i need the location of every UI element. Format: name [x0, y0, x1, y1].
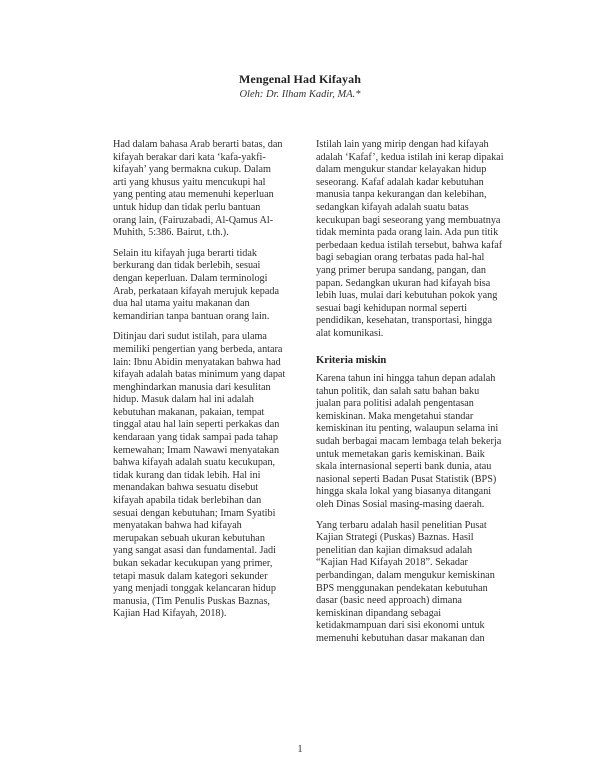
paragraph: Had dalam bahasa Arab berarti batas, dan kifayah berakar dari kata ‘kafa-yakfi-kifayah’ yang bermakna cukup. Dalam arti yang khusus yaitu mencukupi hal yang penting atau memenuhi keperluan untuk hidup dan tidak perlu bantuan orang lain, (Fairuzabadi, Al-Qamus Al-Muhith, 5:386. Bairut, t.th.). — [113, 139, 283, 239]
paragraph: Istilah lain yang mirip dengan had kifayah adalah ‘Kafaf’, kedua istilah ini kerap dipakai dalam mengukur standar kelayakan hidup seseorang. Kafaf adalah kadar kebutuhan manusia tanpa kekurangan dan kelebihan, sedangkan kifayah adalah suatu batas kecukupan bagi seseorang yang membuatnya tidak meminta pada orang lain. Ada pun titik perbedaan kedua istilah tersebut, bahwa kafaf bagi sebagian orang terbatas pada hal-hal yang primer berupa sandang, pangan, dan papan. Sedangkan ukuran had kifayah bisa lebih luas, mulai dari kebutuhan pokok yang sesuai bagi kehidupan normal seperti pendidikan, kesehatan, transportasi, hingga alat komunikasi. — [316, 139, 504, 339]
section-heading: Kriteria miskin — [316, 354, 387, 366]
left-column — [113, 139, 286, 629]
paragraph: Yang terbaru adalah hasil penelitian Pusat Kajian Strategi (Puskas) Baznas. Hasil penelitian dan kajian dimaksud adalah “Kajian Had Kifayah 2018”. Sekadar perbandingan, dalam mengukur kemiskinan BPS menggunakan pendekatan kebutuhan dasar (basic need approach) dimana kemiskinan dipandang sebagai ketidakmampuan dari sisi ekonomi untuk memenuhi kebutuhan dasar makanan dan — [316, 519, 495, 644]
document-title: Mengenal Had Kifayah — [238, 72, 361, 86]
page-number: 1 — [297, 744, 303, 755]
paragraph: Ditinjau dari sudut istilah, para ulama memiliki pengertian yang berbeda, antara lain: Ibnu Abidin menyatakan bahwa had kifayah adalah batas minimum yang dapat menghindarkan manusia dari kesulitan hidup. Masuk dalam hal ini adalah kebutuhan makanan, pakaian, tempat tinggal atau hal lain seperti perkakas dan kendaraan yang tidak sampai pada tahap kemewahan; Imam Nawawi menyatakan bahwa kifayah adalah suatu kecukupan, tidak kurang dan tidak lebih. Hal ini menandakan bahwa sesuatu disebut kifayah apabila tidak berlebihan dan sesuai dengan kebutuhan; Imam Syatibi menyatakan bahwa had kifayah merupakan sebuah ukuran kebutuhan yang sangat asasi dan fundamental. Jadi bukan sekadar kecukupan yang primer, tetapi masuk dalam kategori sekunder yang menjadi tonggak kelancaran hidup manusia, (Tim Penulis Puskas Baznas, Kajian Had Kifayah, 2018). — [113, 331, 286, 620]
document-author: Oleh: Dr. Ilham Kadir, MA.* — [239, 89, 361, 100]
paragraph: Karena tahun ini hingga tahun depan adalah tahun politik, dan salah satu bahan baku jualan para politisi adalah pengentasan kemiskinan. Maka mengetahui standar kemiskinan itu penting, walaupun selama ini sudah berbagai macam lembaga telah bekerja untuk memetakan garis kemiskinan. Baik skala internasional seperti bank dunia, atau nasional seperti Badan Pusat Statistik (BPS) hingga skala lokal yang biasanya ditangani oleh Dinas Sosial masing-masing daerah. — [316, 373, 502, 511]
paragraph: Selain itu kifayah juga berarti tidak berkurang dan tidak berlebih, sesuai dengan keperluan. Dalam terminologi Arab, perkataan kifayah merujuk kepada dua hal utama yaitu makanan dan kemandirian tanpa bantuan orang lain. — [113, 247, 280, 322]
right-column — [316, 139, 504, 654]
